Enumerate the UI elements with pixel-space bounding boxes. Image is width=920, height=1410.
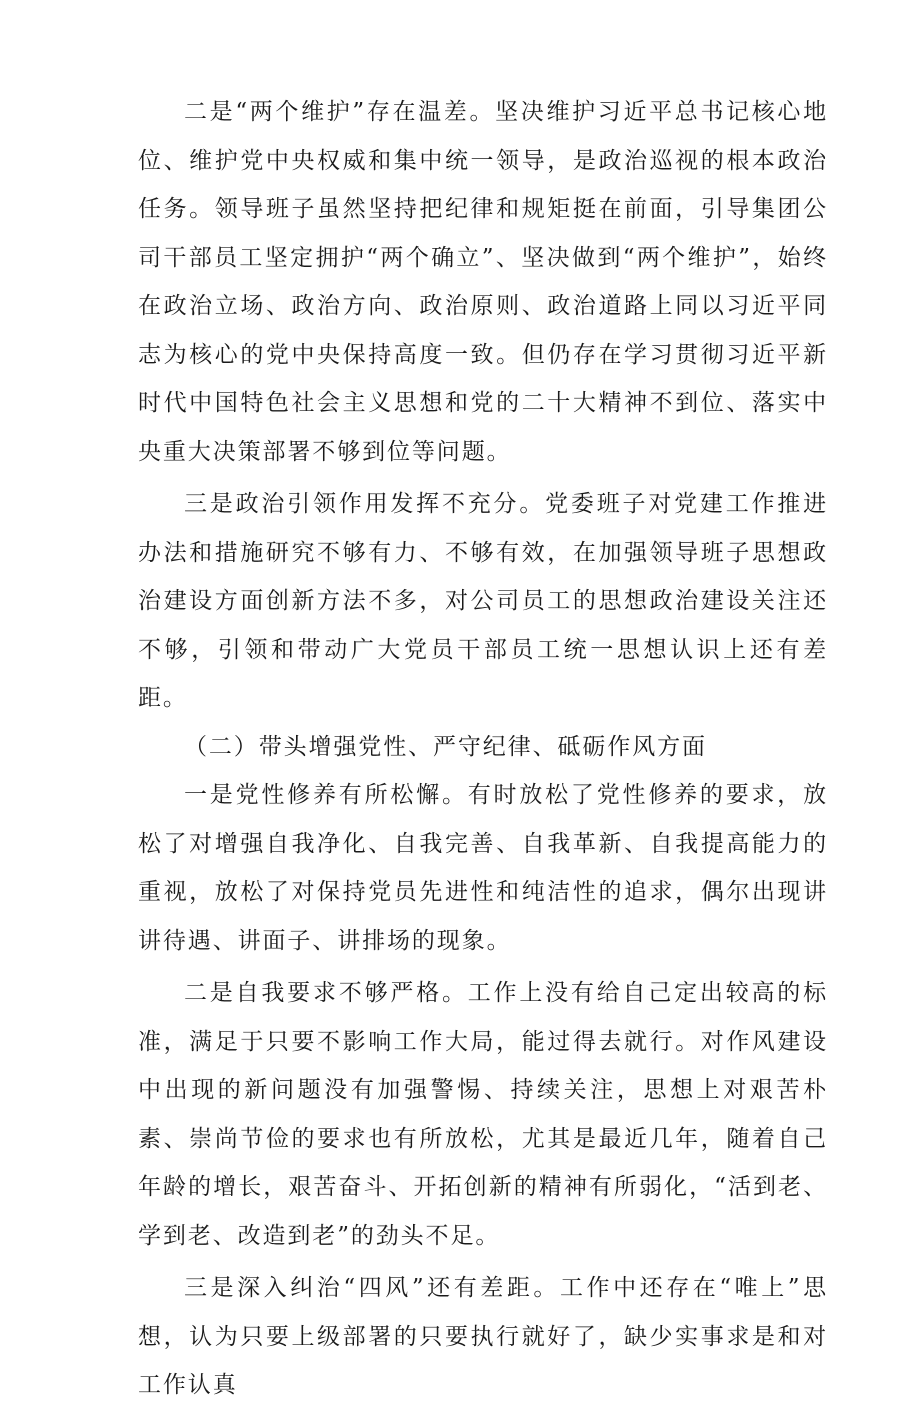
- paragraph-self-requirements: 二是自我要求不够严格。工作上没有给自己定出较高的标准，满足于只要不影响工作大局，能过得去就行。对作风建设中出现的新问题没有加强警惕、持续关注，思想上对艰苦朴素、崇尚节俭的要求也有所放松，尤其是最近几年，随着自己年龄的增长，艰苦奋斗、开拓创新的精神有所弱化，“活到老、学到老、改造到老”的劲头不足。: [138, 980, 828, 1249]
- paragraph-four-winds: 三是深入纠治“四风”还有差距。工作中还存在“唯上”思想，认为只要上级部署的只要执行就好了，缺少实事求是和对工作认真: [138, 1275, 828, 1398]
- document-body: [138, 88, 828, 1410]
- paragraph-two-safeguards: 二是“两个维护”存在温差。坚决维护习近平总书记核心地位、维护党中央权威和集中统一领导，是政治巡视的根本政治任务。领导班子虽然坚持把纪律和规矩挺在前面，引导集团公司干部员工坚定拥护“两个确立”、坚决做到“两个维护”，始终在政治立场、政治方向、政治原则、政治道路上同以习近平同志为核心的党中央保持高度一致。但仍存在学习贯彻习近平新时代中国特色社会主义思想和党的二十大精神不到位、落实中央重大决策部署不够到位等问题。: [138, 99, 828, 465]
- section-heading: （二）带头增强党性、严守纪律、砥砺作风方面: [184, 733, 707, 760]
- paragraph-political-leadership: 三是政治引领作用发挥不充分。党委班子对党建工作推进办法和措施研究不够有力、不够有效，在加强领导班子思想政治建设方面创新方法不多，对公司员工的思想政治建设关注还不够，引领和带动广大党员干部员工统一思想认识上还有差距。: [138, 491, 828, 711]
- paragraph-party-cultivation: 一是党性修养有所松懈。有时放松了党性修养的要求，放松了对增强自我净化、自我完善、自我革新、自我提高能力的重视，放松了对保持党员先进性和纯洁性的追求，偶尔出现讲讲待遇、讲面子、讲排场的现象。: [138, 782, 828, 954]
